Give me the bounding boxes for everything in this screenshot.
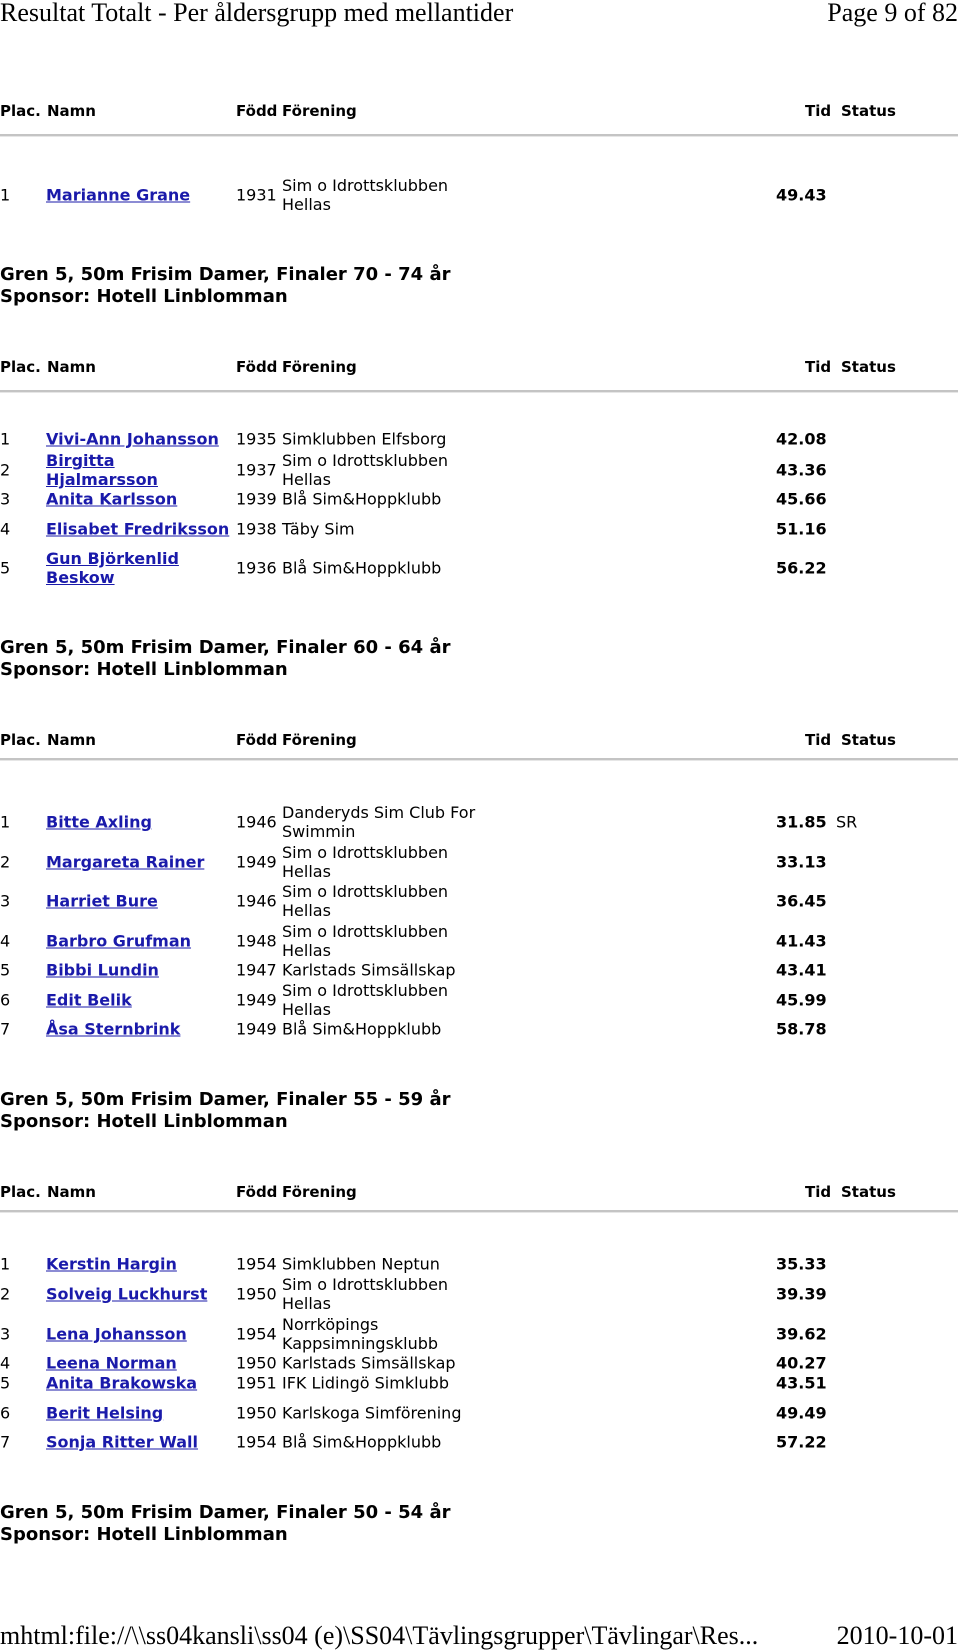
column-header-row [0, 358, 960, 378]
footer-date: 2010-10-01 [836, 1621, 958, 1650]
birth-year: 1939 [236, 489, 277, 509]
time: 56.22 [776, 558, 827, 578]
col-plac: Plac. [0, 102, 41, 120]
result-row [0, 548, 960, 588]
placing: 2 [0, 1284, 11, 1304]
col-fodd: Född [236, 731, 278, 749]
placing: 4 [0, 931, 11, 951]
result-row [0, 921, 960, 961]
time: 39.39 [776, 1284, 827, 1304]
col-forening: Förening [282, 102, 357, 120]
birth-year: 1951 [236, 1373, 277, 1393]
birth-year: 1937 [236, 460, 277, 480]
placing: 1 [0, 1254, 11, 1274]
placing: 7 [0, 1432, 11, 1452]
swimmer-name-link[interactable]: Solveig Luckhurst [46, 1284, 208, 1304]
col-tid: Tid [805, 1183, 832, 1201]
col-tid: Tid [805, 731, 832, 749]
time: 31.85 [776, 812, 827, 832]
placing: 7 [0, 1019, 11, 1039]
placing: 2 [0, 460, 11, 480]
footer-file-path: mhtml:file://\\ss04kansli\ss04 (e)\SS04\Tävlingsgrupper\Tävlingar\Res... [0, 1621, 759, 1650]
placing: 5 [0, 1373, 11, 1393]
club: Sim o Idrottsklubben Hellas [282, 176, 449, 214]
time: 42.08 [776, 429, 827, 449]
time: 41.43 [776, 931, 827, 951]
birth-year: 1936 [236, 558, 277, 578]
club: Karlstads Simsällskap [282, 960, 456, 980]
col-plac: Plac. [0, 358, 41, 376]
placing: 2 [0, 852, 11, 872]
result-row [0, 881, 960, 921]
swimmer-name-link[interactable]: Harriet Bure [46, 891, 158, 911]
result-row [0, 980, 960, 1020]
result-row [0, 429, 960, 449]
time: 43.36 [776, 460, 827, 480]
birth-year: 1949 [236, 990, 277, 1010]
result-row [0, 1353, 960, 1373]
time: 51.16 [776, 519, 827, 539]
swimmer-name-link[interactable]: Marianne Grane [46, 185, 191, 205]
placing: 6 [0, 990, 11, 1010]
time: 57.22 [776, 1432, 827, 1452]
col-namn: Namn [47, 731, 96, 749]
club: Karlskoga Simförening [282, 1403, 462, 1423]
time: 45.66 [776, 489, 827, 509]
birth-year: 1954 [236, 1254, 277, 1274]
birth-year: 1938 [236, 519, 277, 539]
page-footer [0, 1622, 960, 1652]
col-status: Status [841, 1183, 896, 1201]
swimmer-name-link[interactable]: Åsa Sternbrink [46, 1019, 181, 1039]
col-fodd: Född [236, 358, 278, 376]
birth-year: 1946 [236, 891, 277, 911]
col-forening: Förening [282, 358, 357, 376]
col-forening: Förening [282, 1183, 357, 1201]
event-title: Gren 5, 50m Frisim Damer, Finaler 50 - 54 år [0, 1502, 451, 1523]
birth-year: 1954 [236, 1324, 277, 1344]
result-row [0, 960, 960, 980]
swimmer-name-link[interactable]: Barbro Grufman [46, 931, 192, 951]
col-namn: Namn [47, 1183, 96, 1201]
birth-year: 1950 [236, 1353, 277, 1373]
event-title: Gren 5, 50m Frisim Damer, Finaler 55 - 59 år [0, 1089, 451, 1110]
birth-year: 1931 [236, 185, 277, 205]
col-status: Status [841, 731, 896, 749]
event-title: Gren 5, 50m Frisim Damer, Finaler 70 - 74 år [0, 264, 451, 285]
birth-year: 1949 [236, 852, 277, 872]
placing: 6 [0, 1403, 11, 1423]
col-status: Status [841, 358, 896, 376]
result-row [0, 1254, 960, 1274]
page-title: Resultat Totalt - Per åldersgrupp med mellantider [0, 0, 514, 27]
placing: 3 [0, 1324, 11, 1344]
sponsor-line: Sponsor: Hotell Linblomman [0, 286, 288, 307]
club: Sim o Idrottsklubben Hellas [282, 981, 449, 1019]
sponsor-line: Sponsor: Hotell Linblomman [0, 1524, 288, 1545]
col-forening: Förening [282, 731, 357, 749]
placing: 3 [0, 489, 11, 509]
time: 45.99 [776, 990, 827, 1010]
club: Norrköpings Kappsimningsklubb [282, 1315, 439, 1353]
birth-year: 1954 [236, 1432, 277, 1452]
time: 49.49 [776, 1403, 827, 1423]
birth-year: 1946 [236, 812, 277, 832]
time: 39.62 [776, 1324, 827, 1344]
result-row [0, 175, 960, 215]
swimmer-name-link[interactable]: Bitte Axling [46, 812, 152, 832]
result-row [0, 1393, 960, 1433]
header-divider [0, 134, 958, 137]
club: Danderyds Sim Club For Swimmin [282, 803, 476, 841]
time: 49.43 [776, 185, 827, 205]
birth-year: 1947 [236, 960, 277, 980]
club: Sim o Idrottsklubben Hellas [282, 451, 449, 489]
placing: 1 [0, 185, 11, 205]
club: Karlstads Simsällskap [282, 1353, 456, 1373]
club: Sim o Idrottsklubben Hellas [282, 1275, 449, 1313]
club: IFK Lidingö Simklubb [282, 1373, 449, 1393]
swimmer-name-link[interactable]: Elisabet Fredriksson [46, 519, 230, 539]
birth-year: 1948 [236, 931, 277, 951]
swimmer-name-link[interactable]: Margareta Rainer [46, 852, 205, 872]
swimmer-name-link[interactable]: Leena Norman [46, 1353, 177, 1373]
column-header-row [0, 102, 960, 122]
sponsor-line: Sponsor: Hotell Linblomman [0, 1111, 288, 1132]
time: 35.33 [776, 1254, 827, 1274]
col-tid: Tid [805, 102, 832, 120]
column-header-row [0, 731, 960, 751]
placing: 3 [0, 891, 11, 911]
time: 58.78 [776, 1019, 827, 1039]
column-header-row [0, 1183, 960, 1203]
page-number: Page 9 of 82 [827, 0, 958, 27]
club: Simklubben Neptun [282, 1254, 440, 1274]
club: Täby Sim [282, 519, 355, 539]
birth-year: 1950 [236, 1403, 277, 1423]
birth-year: 1949 [236, 1019, 277, 1039]
placing: 4 [0, 519, 11, 539]
result-row [0, 509, 960, 549]
time: 43.41 [776, 960, 827, 980]
time: 43.51 [776, 1373, 827, 1393]
col-plac: Plac. [0, 1183, 41, 1201]
swimmer-name-link[interactable]: Anita Brakowska [46, 1373, 198, 1393]
club: Blå Sim&Hoppklubb [282, 1019, 442, 1039]
birth-year: 1935 [236, 429, 277, 449]
col-fodd: Född [236, 1183, 278, 1201]
swimmer-name-link[interactable]: Edit Belik [46, 990, 132, 1010]
result-row [0, 802, 960, 842]
placing: 5 [0, 558, 11, 578]
swimmer-name-link[interactable]: Sonja Ritter Wall [46, 1432, 199, 1452]
time: 36.45 [776, 891, 827, 911]
swimmer-name-link[interactable]: Kerstin Hargin [46, 1254, 177, 1274]
club: Sim o Idrottsklubben Hellas [282, 843, 449, 881]
swimmer-name-link[interactable]: Birgitta Hjalmarsson [46, 451, 158, 489]
sponsor-line: Sponsor: Hotell Linblomman [0, 659, 288, 680]
result-row [0, 1274, 960, 1314]
swimmer-name-link[interactable]: Bibbi Lundin [46, 960, 159, 980]
placing: 1 [0, 429, 11, 449]
header-divider [0, 758, 958, 761]
page-header [0, 0, 960, 32]
result-row [0, 1432, 960, 1452]
time: 40.27 [776, 1353, 827, 1373]
swimmer-name-link[interactable]: Vivi-Ann Johansson [46, 429, 219, 449]
event-title: Gren 5, 50m Frisim Damer, Finaler 60 - 64 år [0, 637, 451, 658]
club: Simklubben Elfsborg [282, 429, 447, 449]
status: SR [836, 812, 858, 832]
placing: 4 [0, 1353, 11, 1373]
birth-year: 1950 [236, 1284, 277, 1304]
header-divider [0, 390, 958, 393]
swimmer-name-link[interactable]: Anita Karlsson [46, 489, 178, 509]
swimmer-name-link[interactable]: Gun Björkenlid Beskow [46, 549, 179, 587]
club: Blå Sim&Hoppklubb [282, 1432, 442, 1452]
col-tid: Tid [805, 358, 832, 376]
result-row [0, 1314, 960, 1354]
time: 33.13 [776, 852, 827, 872]
club: Blå Sim&Hoppklubb [282, 489, 442, 509]
col-namn: Namn [47, 102, 96, 120]
col-status: Status [841, 102, 896, 120]
col-namn: Namn [47, 358, 96, 376]
club: Sim o Idrottsklubben Hellas [282, 882, 449, 920]
placing: 5 [0, 960, 11, 980]
result-row [0, 842, 960, 882]
result-row [0, 450, 960, 490]
placing: 1 [0, 812, 11, 832]
header-divider [0, 1210, 958, 1213]
club: Blå Sim&Hoppklubb [282, 558, 442, 578]
swimmer-name-link[interactable]: Berit Helsing [46, 1403, 164, 1423]
club: Sim o Idrottsklubben Hellas [282, 922, 449, 960]
swimmer-name-link[interactable]: Lena Johansson [46, 1324, 187, 1344]
result-row [0, 1373, 960, 1393]
result-row [0, 489, 960, 509]
col-fodd: Född [236, 102, 278, 120]
col-plac: Plac. [0, 731, 41, 749]
result-row [0, 1019, 960, 1039]
